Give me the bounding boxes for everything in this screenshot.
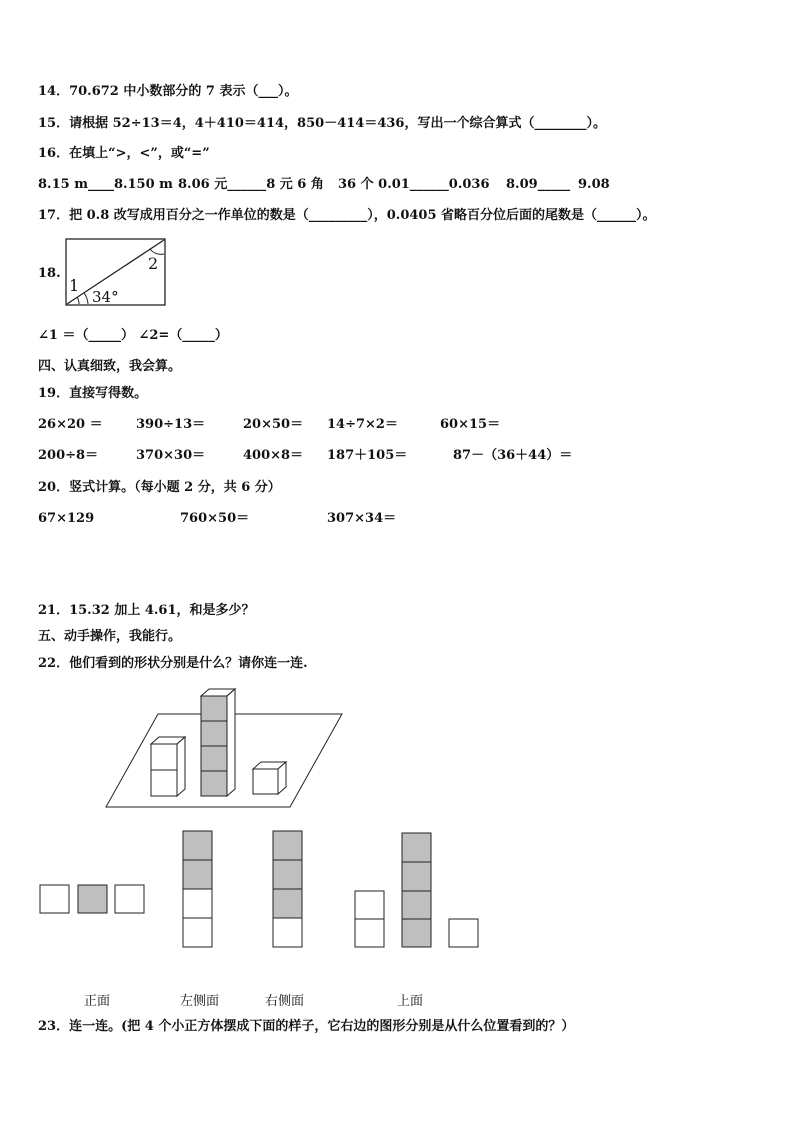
label-left-side: 左侧面 (180, 994, 220, 1009)
section-4-heading: 四、认真细致，我会算。 (38, 359, 182, 374)
question-19-title: 19．直接写得数。 (38, 386, 148, 401)
q16-item: 36 个 0.01______0.036 (338, 177, 490, 192)
q19-item: 87－（36＋44）＝ (453, 448, 573, 463)
q19-item: 400×8＝ (243, 448, 304, 463)
q16-item: 8.09_____ (506, 177, 571, 192)
label-top: 上面 (397, 994, 424, 1009)
q16-item: 9.08 (578, 177, 610, 192)
question-23: 23．连一连。(把 4 个小正方体摆成下面的样子，它右边的图形分别是从什么位置看到的？） (38, 1019, 575, 1034)
question-17: 17．把 0.8 改写成用百分之一作单位的数是（_________），0.0405 省略百分位后面的尾数是（______）。 (38, 208, 656, 223)
q19-item: 60×15＝ (440, 417, 501, 432)
q19-item: 14÷7×2＝ (327, 417, 398, 432)
question-20-title: 20．竖式计算。（每小题 2 分，共 6 分） (38, 480, 281, 495)
question-22-title: 22．他们看到的形状分别是什么？请你连一连. (38, 656, 308, 671)
question-14: 14．70.672 中小数部分的 7 表示（___）。 (38, 84, 298, 99)
q16-item: 8.06 元______8 元 6 角 (178, 177, 324, 192)
q19-item: 20×50＝ (243, 417, 304, 432)
q16-item: 8.15 m____8.150 m (38, 177, 173, 192)
label-right-side: 右侧面 (265, 994, 305, 1009)
q19-item: 200÷8＝ (38, 448, 99, 463)
question-16-title: 16．在填上“>，<”，或“=” (38, 146, 210, 161)
q19-item: 187＋105＝ (327, 448, 408, 463)
question-15: 15．请根据 52÷13＝4，4＋410＝414，850－414＝436，写出一个综合算式（________）。 (38, 116, 606, 131)
question-21: 21．15.32 加上 4.61，和是多少？ (38, 603, 255, 618)
angle-2-label: 2 (148, 254, 159, 273)
q19-item: 370×30＝ (136, 448, 206, 463)
angle-1-label: 1 (69, 276, 80, 295)
section-5-heading: 五、动手操作，我能行。 (38, 629, 182, 644)
q19-item: 390÷13＝ (136, 417, 206, 432)
angle-degree-label: 34° (92, 288, 119, 306)
question-18-answer: ∠1 ＝（_____） ∠2=（_____） (38, 328, 228, 343)
q20-item: 67×129 (38, 511, 95, 526)
q20-item: 760×50＝ (180, 511, 250, 526)
q19-item: 26×20 ＝ (38, 417, 103, 432)
q20-item: 307×34＝ (327, 511, 397, 526)
label-front: 正面 (84, 994, 111, 1009)
question-18-number: 18. (38, 266, 61, 281)
